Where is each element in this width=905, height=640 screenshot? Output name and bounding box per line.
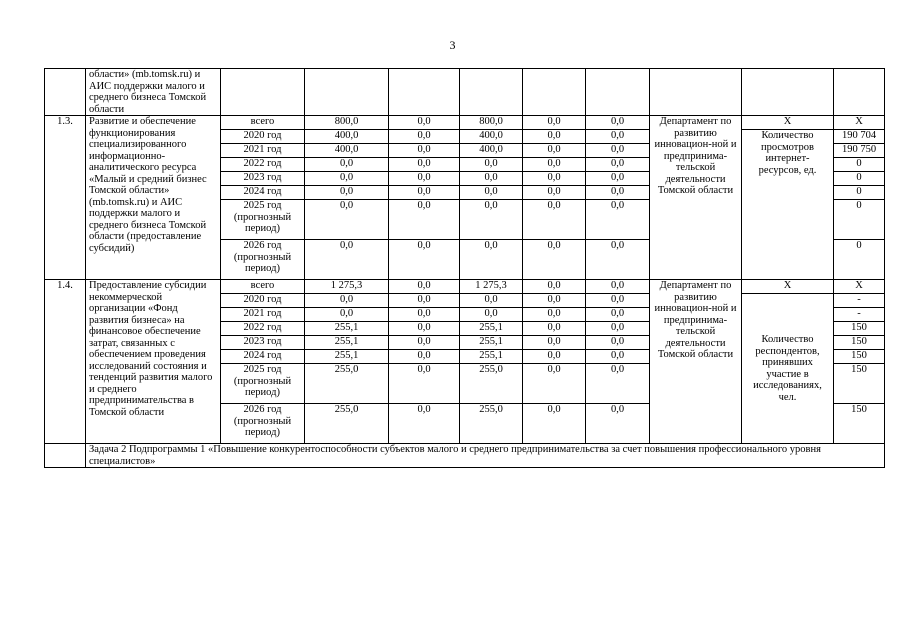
amount-v4: 0,0 bbox=[523, 240, 586, 280]
empty-cell bbox=[742, 69, 834, 116]
amount-v3: 0,0 bbox=[460, 172, 523, 186]
empty-cell bbox=[45, 69, 86, 116]
executor: Департамент по развитию инновацион-ной и предпринима-тельской деятельности Томской области bbox=[650, 280, 742, 444]
amount-v4: 0,0 bbox=[523, 404, 586, 444]
amount-v1: 0,0 bbox=[305, 186, 389, 200]
amount-v2: 0,0 bbox=[389, 364, 460, 404]
amount-v2: 0,0 bbox=[389, 172, 460, 186]
empty-cell bbox=[45, 444, 86, 468]
amount-v3: 400,0 bbox=[460, 130, 523, 144]
amount-v2: 0,0 bbox=[389, 240, 460, 280]
amount-v1: 0,0 bbox=[305, 200, 389, 240]
amount-v4: 0,0 bbox=[523, 322, 586, 336]
amount-v3: 255,0 bbox=[460, 404, 523, 444]
amount-v4: 0,0 bbox=[523, 158, 586, 172]
amount-v3: 255,0 bbox=[460, 364, 523, 404]
amount-v4: 0,0 bbox=[523, 364, 586, 404]
continuation-row bbox=[45, 69, 885, 116]
year-label: 2026 год (прогнозный период) bbox=[221, 404, 305, 444]
year-label: 2022 год bbox=[221, 322, 305, 336]
amount-v4: 0,0 bbox=[523, 200, 586, 240]
amount-v3: 0,0 bbox=[460, 294, 523, 308]
indicator-target: 150 bbox=[834, 322, 885, 336]
measure-number: 1.3. bbox=[45, 116, 86, 280]
amount-v3: 0,0 bbox=[460, 200, 523, 240]
indicator-target: 190 750 bbox=[834, 144, 885, 158]
indicator-mark: X bbox=[742, 280, 834, 294]
amount-v2: 0,0 bbox=[389, 404, 460, 444]
year-label: 2023 год bbox=[221, 336, 305, 350]
measure-year-row bbox=[45, 116, 885, 130]
empty-cell bbox=[460, 69, 523, 116]
empty-cell bbox=[586, 69, 650, 116]
indicator-target: 150 bbox=[834, 404, 885, 444]
amount-v5: 0,0 bbox=[586, 350, 650, 364]
measure-title: Предоставление субсидии некоммерческой организации «Фонд развития бизнеса» на финансовое обеспечение затрат, связанных с обеспечением проведения исследований состояния и тенденций развития малого и среднего предпринимательства в Томской области bbox=[86, 280, 221, 444]
year-label: 2020 год bbox=[221, 294, 305, 308]
indicator-target: 0 bbox=[834, 172, 885, 186]
amount-v1: 400,0 bbox=[305, 144, 389, 158]
indicator-target: - bbox=[834, 294, 885, 308]
amount-v1: 255,1 bbox=[305, 336, 389, 350]
amount-v2: 0,0 bbox=[389, 308, 460, 322]
amount-v2: 0,0 bbox=[389, 116, 460, 130]
page-number: 3 bbox=[449, 38, 456, 52]
indicator-target: 190 704 bbox=[834, 130, 885, 144]
amount-v5: 0,0 bbox=[586, 144, 650, 158]
indicator-target: 0 bbox=[834, 186, 885, 200]
amount-v3: 0,0 bbox=[460, 158, 523, 172]
amount-v2: 0,0 bbox=[389, 322, 460, 336]
amount-v1: 255,0 bbox=[305, 364, 389, 404]
amount-v1: 255,0 bbox=[305, 404, 389, 444]
amount-v1: 255,1 bbox=[305, 350, 389, 364]
amount-v5: 0,0 bbox=[586, 172, 650, 186]
year-label: 2024 год bbox=[221, 186, 305, 200]
measure-title: Развитие и обеспечение функционирования специализированного информационно-аналитического ресурса «Малый и средний бизнес Томской области» (mb.tomsk.ru) и АИС поддержки малого и среднего бизнеса Томской области (предоставление субсидий) bbox=[86, 116, 221, 280]
indicator-mark: X bbox=[742, 116, 834, 130]
year-label: 2021 год bbox=[221, 144, 305, 158]
indicator-name: Количество просмотров интернет-ресурсов, ед. bbox=[742, 130, 834, 280]
amount-v2: 0,0 bbox=[389, 200, 460, 240]
amount-v4: 0,0 bbox=[523, 186, 586, 200]
empty-cell bbox=[389, 69, 460, 116]
year-label: 2020 год bbox=[221, 130, 305, 144]
amount-v4: 0,0 bbox=[523, 350, 586, 364]
indicator-target: X bbox=[834, 116, 885, 130]
amount-v3: 1 275,3 bbox=[460, 280, 523, 294]
amount-v2: 0,0 bbox=[389, 186, 460, 200]
amount-v5: 0,0 bbox=[586, 308, 650, 322]
amount-v4: 0,0 bbox=[523, 280, 586, 294]
empty-cell bbox=[523, 69, 586, 116]
amount-v4: 0,0 bbox=[523, 308, 586, 322]
indicator-name: Количество респондентов, принявших участие в исследованиях, чел. bbox=[742, 294, 834, 444]
amount-v5: 0,0 bbox=[586, 116, 650, 130]
measure-year-row bbox=[45, 280, 885, 294]
year-label: всего bbox=[221, 280, 305, 294]
indicator-target: X bbox=[834, 280, 885, 294]
year-label: 2025 год (прогнозный период) bbox=[221, 200, 305, 240]
indicator-target: 150 bbox=[834, 364, 885, 404]
amount-v1: 0,0 bbox=[305, 158, 389, 172]
amount-v3: 800,0 bbox=[460, 116, 523, 130]
amount-v1: 0,0 bbox=[305, 240, 389, 280]
amount-v5: 0,0 bbox=[586, 200, 650, 240]
indicator-target: - bbox=[834, 308, 885, 322]
year-label: всего bbox=[221, 116, 305, 130]
amount-v1: 800,0 bbox=[305, 116, 389, 130]
amount-v5: 0,0 bbox=[586, 404, 650, 444]
amount-v2: 0,0 bbox=[389, 336, 460, 350]
amount-v3: 0,0 bbox=[460, 186, 523, 200]
empty-cell bbox=[650, 69, 742, 116]
amount-v1: 0,0 bbox=[305, 172, 389, 186]
amount-v3: 400,0 bbox=[460, 144, 523, 158]
amount-v5: 0,0 bbox=[586, 186, 650, 200]
amount-v4: 0,0 bbox=[523, 116, 586, 130]
program-table bbox=[44, 68, 885, 468]
indicator-target: 150 bbox=[834, 336, 885, 350]
amount-v4: 0,0 bbox=[523, 336, 586, 350]
amount-v5: 0,0 bbox=[586, 336, 650, 350]
amount-v5: 0,0 bbox=[586, 158, 650, 172]
amount-v1: 0,0 bbox=[305, 308, 389, 322]
year-label: 2026 год (прогнозный период) bbox=[221, 240, 305, 280]
amount-v1: 1 275,3 bbox=[305, 280, 389, 294]
amount-v2: 0,0 bbox=[389, 158, 460, 172]
amount-v4: 0,0 bbox=[523, 130, 586, 144]
indicator-target: 0 bbox=[834, 200, 885, 240]
year-label: 2023 год bbox=[221, 172, 305, 186]
amount-v4: 0,0 bbox=[523, 144, 586, 158]
amount-v4: 0,0 bbox=[523, 172, 586, 186]
indicator-target: 0 bbox=[834, 158, 885, 172]
indicator-target: 150 bbox=[834, 350, 885, 364]
year-label: 2024 год bbox=[221, 350, 305, 364]
amount-v3: 255,1 bbox=[460, 322, 523, 336]
year-label: 2025 год (прогнозный период) bbox=[221, 364, 305, 404]
amount-v4: 0,0 bbox=[523, 294, 586, 308]
amount-v5: 0,0 bbox=[586, 322, 650, 336]
amount-v1: 400,0 bbox=[305, 130, 389, 144]
year-label: 2022 год bbox=[221, 158, 305, 172]
empty-cell bbox=[834, 69, 885, 116]
amount-v2: 0,0 bbox=[389, 350, 460, 364]
executor: Департамент по развитию инновацион-ной и предпринима-тельской деятельности Томской области bbox=[650, 116, 742, 280]
amount-v5: 0,0 bbox=[586, 280, 650, 294]
amount-v2: 0,0 bbox=[389, 144, 460, 158]
empty-cell bbox=[305, 69, 389, 116]
continuation-text: области» (mb.tomsk.ru) и АИС поддержки малого и среднего бизнеса Томской области bbox=[86, 69, 221, 116]
amount-v3: 255,1 bbox=[460, 350, 523, 364]
amount-v2: 0,0 bbox=[389, 294, 460, 308]
indicator-target: 0 bbox=[834, 240, 885, 280]
amount-v5: 0,0 bbox=[586, 294, 650, 308]
amount-v5: 0,0 bbox=[586, 240, 650, 280]
amount-v1: 0,0 bbox=[305, 294, 389, 308]
amount-v3: 0,0 bbox=[460, 240, 523, 280]
task-text: Задача 2 Подпрограммы 1 «Повышение конкурентоспособности субъектов малого и среднего предпринимательства за счет повышения профессионального уровня специалистов» bbox=[86, 444, 885, 468]
amount-v2: 0,0 bbox=[389, 130, 460, 144]
amount-v3: 0,0 bbox=[460, 308, 523, 322]
amount-v5: 0,0 bbox=[586, 364, 650, 404]
year-label: 2021 год bbox=[221, 308, 305, 322]
amount-v2: 0,0 bbox=[389, 280, 460, 294]
measure-number: 1.4. bbox=[45, 280, 86, 444]
empty-cell bbox=[221, 69, 305, 116]
amount-v5: 0,0 bbox=[586, 130, 650, 144]
amount-v3: 255,1 bbox=[460, 336, 523, 350]
task-row bbox=[45, 444, 885, 468]
amount-v1: 255,1 bbox=[305, 322, 389, 336]
